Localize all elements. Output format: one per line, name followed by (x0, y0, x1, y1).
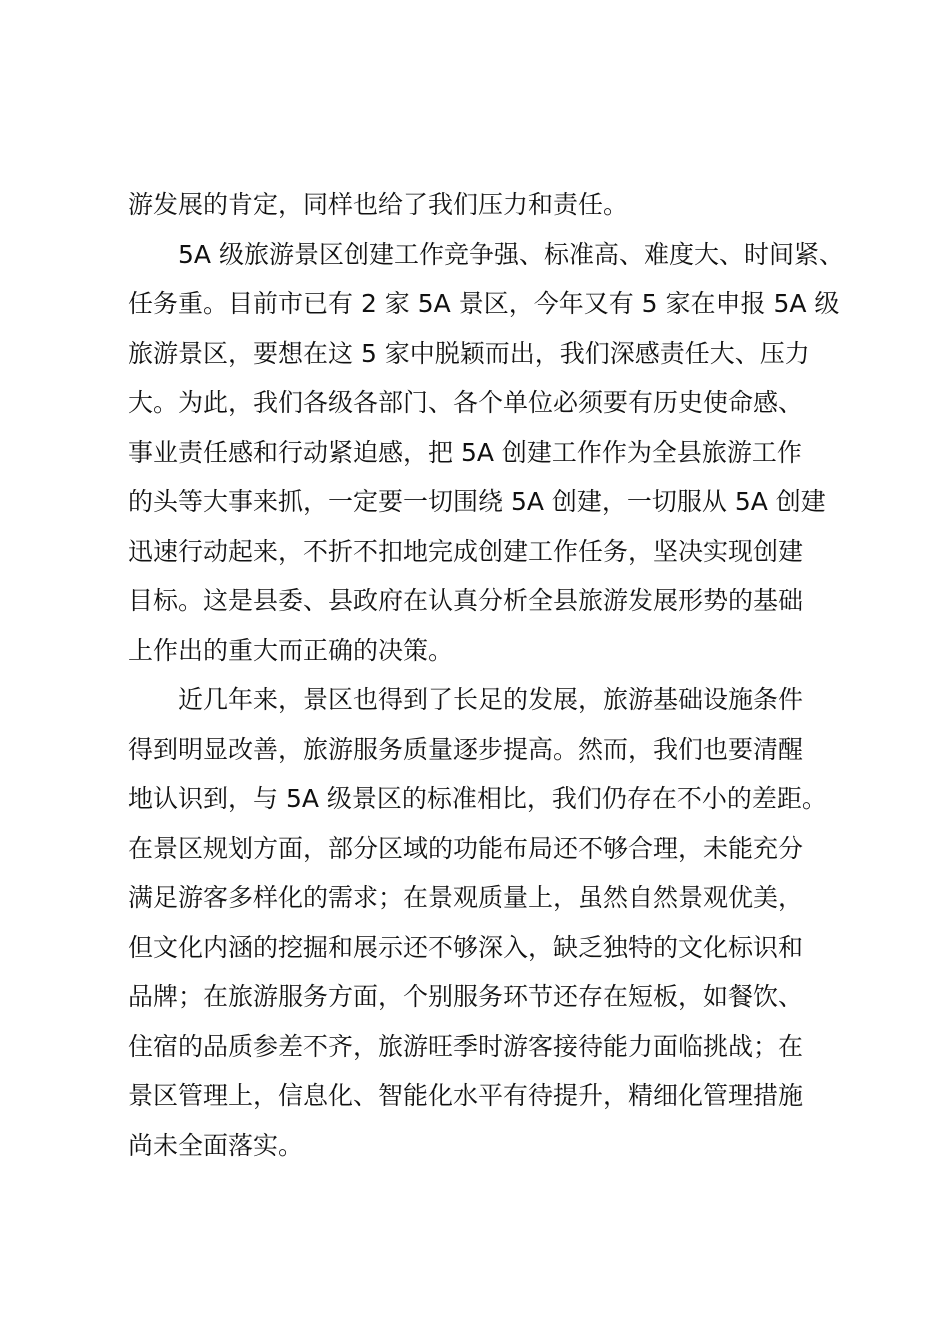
text-line: 旅游景区，要想在这 5 家中脱颖而出，我们深感责任大、压力 (128, 338, 810, 368)
body-text (128, 180, 848, 1170)
text-line: 得到明显改善，旅游服务质量逐步提高。然而，我们也要清醒 (128, 734, 804, 764)
text-line: 上作出的重大而正确的决策。 (128, 635, 454, 665)
text-line: 迅速行动起来，不折不扣地完成创建工作任务，坚决实现创建 (128, 536, 804, 566)
text-line: 的头等大事来抓，一定要一切围绕 5A 创建，一切服从 5A 创建 (128, 487, 826, 516)
text-line: 事业责任感和行动紧迫感，把 5A 创建工作作为全县旅游工作 (128, 437, 802, 467)
text-line: 但文化内涵的挖掘和展示还不够深入，缺乏独特的文化标识和 (128, 932, 804, 962)
text-line: 目标。这是县委、县政府在认真分析全县旅游发展形势的基础 (128, 586, 804, 615)
paragraph-start-line: 近几年来，景区也得到了长足的发展，旅游基础设施条件 (178, 685, 804, 714)
text-line: 地认识到，与 5A 级景区的标准相比，我们仍存在不小的差距。 (128, 784, 827, 813)
text-line: 满足游客多样化的需求；在景观质量上，虽然自然景观优美， (128, 883, 804, 912)
text-line: 景区管理上，信息化、智能化水平有待提升，精细化管理措施 (128, 1081, 804, 1110)
text-line: 在景区规划方面，部分区域的功能布局还不够合理，未能充分 (128, 833, 804, 863)
text-line: 游发展的肯定，同样也给了我们压力和责任。 (128, 190, 629, 219)
paragraph-start-line: 5A 级旅游景区创建工作竞争强、标准高、难度大、时间紧、 (178, 239, 844, 269)
text-line: 品牌；在旅游服务方面，个别服务环节还存在短板，如餐饮、 (128, 982, 804, 1011)
text-line: 大。为此，我们各级各部门、各个单位必须要有历史使命感、 (128, 388, 804, 417)
text-line: 尚未全面落实。 (128, 1130, 304, 1160)
text-line: 任务重。目前市已有 2 家 5A 景区，今年又有 5 家在申报 5A 级 (128, 289, 840, 318)
text-line: 住宿的品质参差不齐，旅游旺季时游客接待能力面临挑战；在 (128, 1031, 804, 1061)
